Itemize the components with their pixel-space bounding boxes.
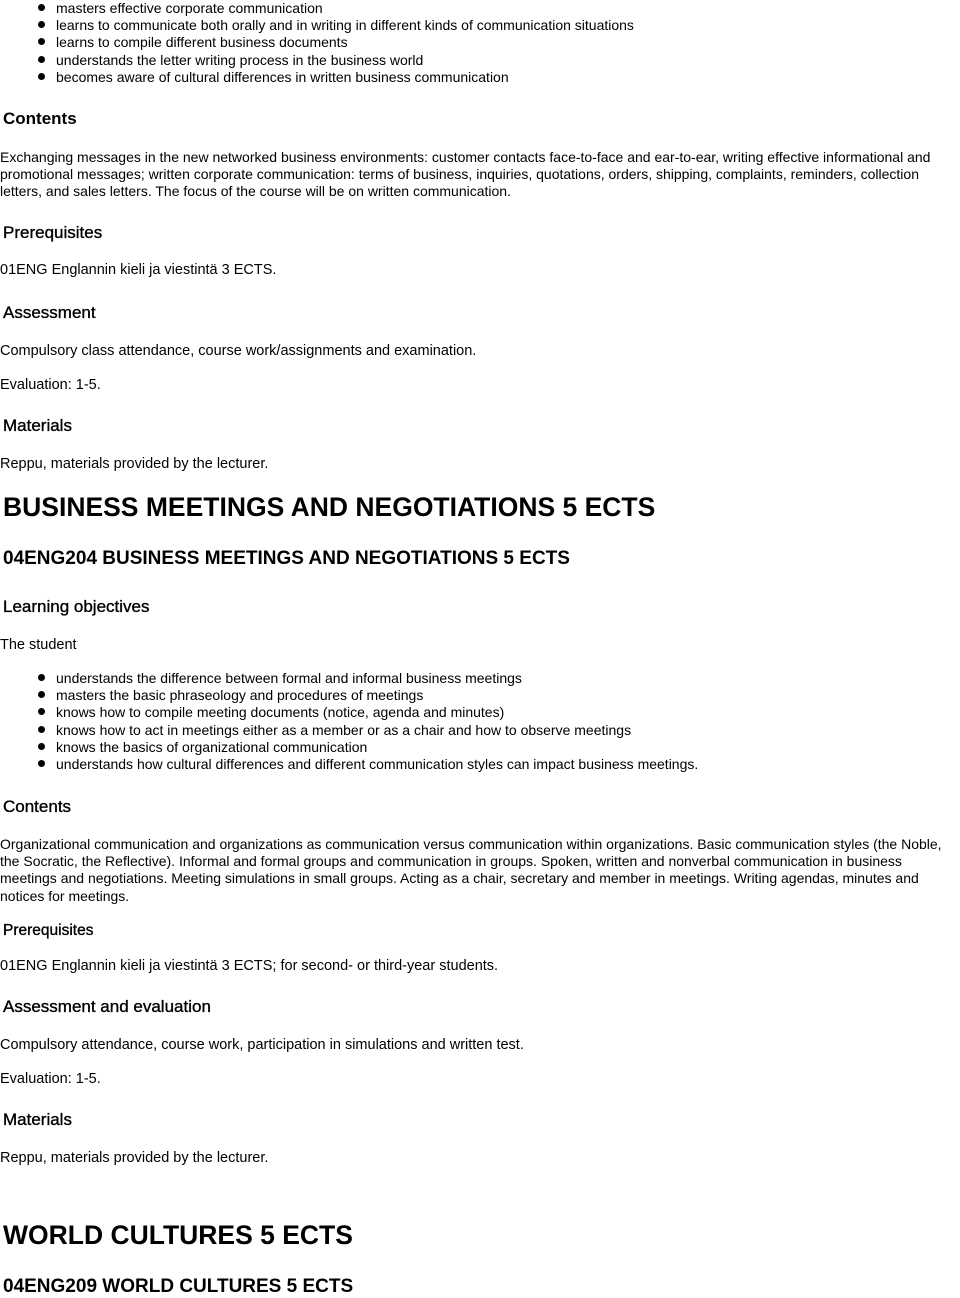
contents-heading: Contents	[3, 797, 72, 816]
contents-text: Organizational communication and organizations as communication versus communication within organizations. Basic communication styles (the Noble, the Socratic, the Reflective). Informal and formal groups and communication in groups. Spoken, written and nonverbal communication in business meetings and negotiations. Meeting simulations in small groups. Acting as a chair, secretary and member in meetings. Writing agendas, minutes and notices for meetings.	[0, 836, 942, 904]
bullet-icon	[38, 691, 45, 698]
list-item: learns to communicate both orally and in writing in different kinds of communication situations	[0, 17, 634, 34]
objectives-list	[0, 0, 634, 86]
evaluation-text: Evaluation: 1-5.	[0, 1071, 101, 1087]
list-item: masters effective corporate communication	[0, 0, 634, 17]
materials-heading: Materials	[3, 416, 72, 435]
assessment-text: Compulsory class attendance, course work/assignments and examination.	[0, 343, 477, 359]
objectives-list	[0, 670, 698, 773]
list-item: knows how to compile meeting documents (notice, agenda and minutes)	[0, 704, 698, 721]
assessment-heading: Assessment	[3, 303, 96, 322]
bullet-icon	[38, 56, 45, 63]
learning-objectives-heading: Learning objectives	[3, 597, 150, 616]
bullet-icon	[38, 743, 45, 750]
bullet-icon	[38, 38, 45, 45]
bullet-icon	[38, 760, 45, 767]
list-item: learns to compile different business documents	[0, 34, 634, 51]
evaluation-text: Evaluation: 1-5.	[0, 377, 101, 393]
contents-text: Exchanging messages in the new networked business environments: customer contacts face-to-face and ear-to-ear, writing effective informational and promotional messages; written corporate communication: terms of business, inquiries, quotations, orders, shipping, complaints, reminders, collection letters, and sales letters. The focus of the course will be on written communication.	[0, 149, 931, 200]
course-title: 04ENG204 BUSINESS MEETINGS AND NEGOTIATIONS 5 ECTS	[3, 548, 570, 569]
section-title: WORLD CULTURES 5 ECTS	[3, 1220, 353, 1250]
assessment-heading: Assessment and evaluation	[3, 997, 211, 1016]
prerequisites-text: 01ENG Englannin kieli ja viestintä 3 ECTS.	[0, 262, 277, 278]
materials-text: Reppu, materials provided by the lecturer.	[0, 456, 269, 472]
list-item: becomes aware of cultural differences in written business communication	[0, 69, 634, 86]
contents-heading: Contents	[3, 109, 77, 128]
student-intro: The student	[0, 637, 77, 653]
assessment-text: Compulsory attendance, course work, participation in simulations and written test.	[0, 1037, 524, 1053]
bullet-icon	[38, 708, 45, 715]
bullet-icon	[38, 674, 45, 681]
bullet-icon	[38, 73, 45, 80]
prerequisites-heading: Prerequisites	[3, 922, 94, 939]
bullet-icon	[38, 4, 45, 11]
bullet-icon	[38, 726, 45, 733]
prerequisites-heading: Prerequisites	[3, 223, 103, 242]
list-item: understands how cultural differences and different communication styles can impact business meetings.	[0, 756, 698, 773]
materials-text: Reppu, materials provided by the lecturer.	[0, 1150, 269, 1166]
list-item: knows the basics of organizational communication	[0, 739, 698, 756]
materials-heading: Materials	[3, 1110, 72, 1129]
list-item: knows how to act in meetings either as a member or as a chair and how to observe meetings	[0, 722, 698, 739]
bullet-icon	[38, 21, 45, 28]
list-item: understands the difference between formal and informal business meetings	[0, 670, 698, 687]
list-item: masters the basic phraseology and procedures of meetings	[0, 687, 698, 704]
prerequisites-text: 01ENG Englannin kieli ja viestintä 3 ECTS; for second- or third-year students.	[0, 958, 499, 974]
section-title: BUSINESS MEETINGS AND NEGOTIATIONS 5 ECTS	[3, 492, 656, 522]
list-item: understands the letter writing process in the business world	[0, 52, 634, 69]
course-title: 04ENG209 WORLD CULTURES 5 ECTS	[3, 1276, 354, 1297]
